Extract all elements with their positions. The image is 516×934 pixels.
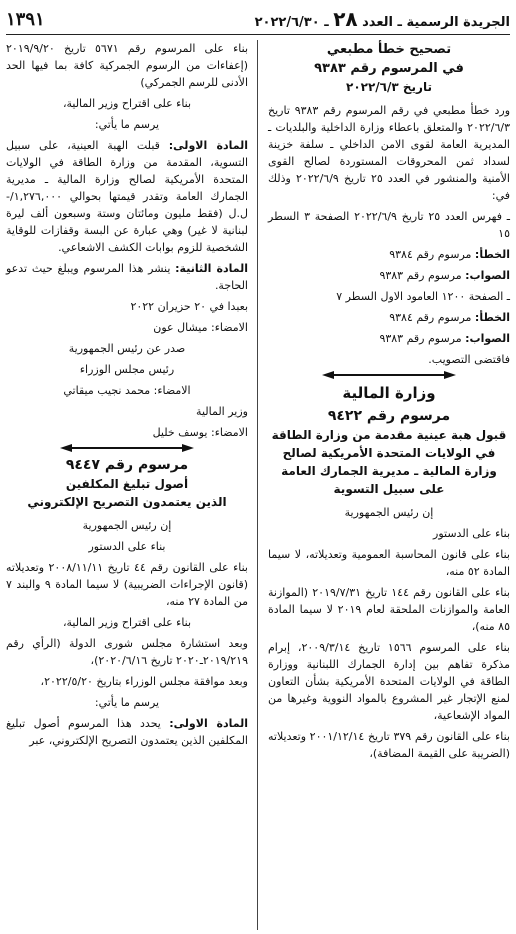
signature-block [6, 298, 248, 441]
correction-title: تصحيح خطأ مطبعي [326, 42, 452, 57]
decree-paragraph: بناء على القانون رقم ٤٤ تاريخ ٢٠٠٨/١١/١١ وتعديلاته (قانون الإجراءات الضريبية) لا سيما المادة ٩ والبند ٧ من المادة ٢٧ منه، [6, 561, 248, 608]
decree-paragraph: بناء على المرسوم رقم ٥٦٧١ تاريخ ٢٠١٩/٩/٢٠ (إعفاءات من الرسوم الجمركية كافة بما فيها الحد الأدنى للرسم الجمركي) [6, 42, 248, 89]
article-1: المادة الاولى: يحدد هذا المرسوم أصول تبليغ المكلفين الذين يعتمدون التصريح الإلكتروني، عبر [6, 717, 248, 747]
decree-number: مرسوم رقم ٩٤٤٧ [65, 457, 189, 473]
correction-fix: الصواب: مرسوم رقم ٩٣٨٣ [379, 269, 510, 282]
decree-paragraph: بناء على المرسوم ١٥٦٦ تاريخ ٢٠٠٩/٣/١٤، إبرام مذكرة تفاهم بين إدارة الجمارك اللبنانية ووزارة الطاقة في الولايات المتحدة الأمريكية بشأن التعاون لمنع الإتجار غير المشروع بالمواد النووية وغيرها من المواد الإشعاعية، [268, 641, 510, 722]
column-divider [257, 40, 258, 930]
decree-title: أصول تبليغ المكلفين [65, 477, 189, 491]
signature-issued: صدر عن رئيس الجمهورية [68, 342, 186, 355]
decree-title: الذين يعتمدون التصريح الإلكتروني [27, 495, 227, 509]
correction-error: الخطأ: مرسوم رقم ٩٣٨٤ [389, 248, 510, 261]
section-separator [268, 374, 510, 376]
correction-body: ورد خطأ مطبعي في رقم المرسوم رقم ٩٣٨٣ تاريخ ٢٠٢٢/٦/٣ والمتعلق باعطاء وزارة الداخلية والبلديات ـ المديرية العامة لقوى الامن الداخلي ـ سلفة خزينة لسداد ثمن المحروقات المستوردة لصالح القوى الأمنية والمنشور في العدد ٢٥ تاريخ ٢٠٢٢/٦/٩ وذلك في: [268, 104, 511, 202]
signature-place-date: بعبدا في ٢٠ حزيران ٢٠٢٢ [130, 300, 248, 313]
signature-pm-title: رئيس مجلس الوزراء [79, 363, 175, 376]
correction-item: ـ الصفحة ١٢٠٠ العامود الاول السطر ٧ [336, 290, 510, 303]
decree-paragraph: بناء على الدستور [433, 527, 510, 540]
decree-paragraph: وبعد موافقة مجلس الوزراء بتاريخ ٢٠٢٢/٥/٢٠، [40, 675, 248, 688]
header-title [255, 7, 510, 31]
correction-error: الخطأ: مرسوم رقم ٩٣٨٤ [389, 311, 510, 324]
ministry-title: وزارة المالية [342, 384, 436, 402]
article-2: المادة الثانية: ينشر هذا المرسوم ويبلغ حيث تدعو الحاجة. [6, 262, 248, 292]
decree-paragraph: وبعد استشارة مجلس شورى الدولة (الرأي رقم ٢٠١٩/٢١٩ـ٢٠٢٠ تاريخ ٢٠٢٠/٦/١٦)، [6, 637, 248, 667]
issue-date: ـ ٢٠٢٢/٦/٣٠ [254, 15, 329, 30]
correction-fix: الصواب: مرسوم رقم ٩٣٨٣ [379, 332, 510, 345]
decree-paragraph: بناء على القانون رقم ١٤٤ تاريخ ٢٠١٩/٧/٣١ (الموازنة العامة والموازنات الملحقة لعام ٢٠١٩ لا سيما المادة ٨٥ منه)، [268, 586, 510, 633]
decree-paragraph: بناء على اقتراح وزير المالية، [62, 616, 192, 629]
correction-date: تاريخ ٢٠٢٢/٦/٣ [346, 80, 432, 94]
correction-end: فاقتضى التصويب. [428, 353, 510, 366]
correction-subtitle: في المرسوم رقم ٩٣٨٣ [314, 61, 464, 76]
signature-finance-title: وزير المالية [196, 405, 248, 418]
decree-paragraph: يرسم ما يأتي: [94, 696, 160, 709]
decree-paragraph: بناء على قانون المحاسبة العمومية وتعديلاته، لا سيما المادة ٥٢ منه، [268, 548, 510, 578]
decree-paragraph: بناء على القانون رقم ٣٧٩ تاريخ ٢٠٠١/١٢/١٤ وتعديلاته (الضريبة على القيمة المضافة)، [268, 730, 510, 760]
signature-pm: الامضاء: محمد نجيب ميقاتي [63, 384, 191, 397]
decree-paragraph: بناء على اقتراح وزير المالية، [62, 97, 192, 110]
decree-paragraph: يرسم ما يأتي: [94, 118, 160, 131]
header-title-prefix: الجريدة الرسمية ـ العدد [362, 15, 510, 30]
right-column [268, 40, 510, 766]
page-header [6, 4, 510, 35]
decree-number: مرسوم رقم ٩٤٢٢ [327, 408, 451, 424]
signature-finance: الامضاء: يوسف خليل [152, 426, 248, 439]
issue-number: ٢٨ [333, 7, 358, 31]
section-separator [6, 447, 248, 449]
page-number: ١٣٩١ [6, 8, 45, 30]
decree-title: قبول هبة عينية مقدمة من وزارة الطاقة في الولايات المتحدة الأمريكية لصالح وزارة المالية ـ مديرية الجمارك العامة على سبيل التسوية [271, 428, 507, 496]
left-column [6, 40, 248, 753]
signature-president: الامضاء: ميشال عون [153, 321, 248, 334]
article-1: المادة الاولى: قبلت الهبة العينية، على سبيل التسوية، المقدمة من وزارة الطاقة في الولايات المتحدة الأمريكية لصالح وزارة المالية ـ مديرية الجمارك العامة وتقدر قيمتها بحوالي ١,٢٧٦,٠٠٠/- ل.ل (فقط مليون ومائتان وستة وسبعون ألف ليرة لبنانية لا غير) وهي عبارة عن البسة وقفازات للوقاية الشخصية للزوم بوابات الكشف الاشعاعي. [6, 139, 248, 254]
decree-paragraph: إن رئيس الجمهورية [82, 519, 172, 532]
decree-paragraph: بناء على الدستور [88, 540, 166, 553]
decree-paragraph: إن رئيس الجمهورية [344, 506, 434, 519]
correction-item: ـ فهرس العدد ٢٥ تاريخ ٢٠٢٢/٦/٩ الصفحة ٣ السطر ١٥ [268, 210, 510, 240]
